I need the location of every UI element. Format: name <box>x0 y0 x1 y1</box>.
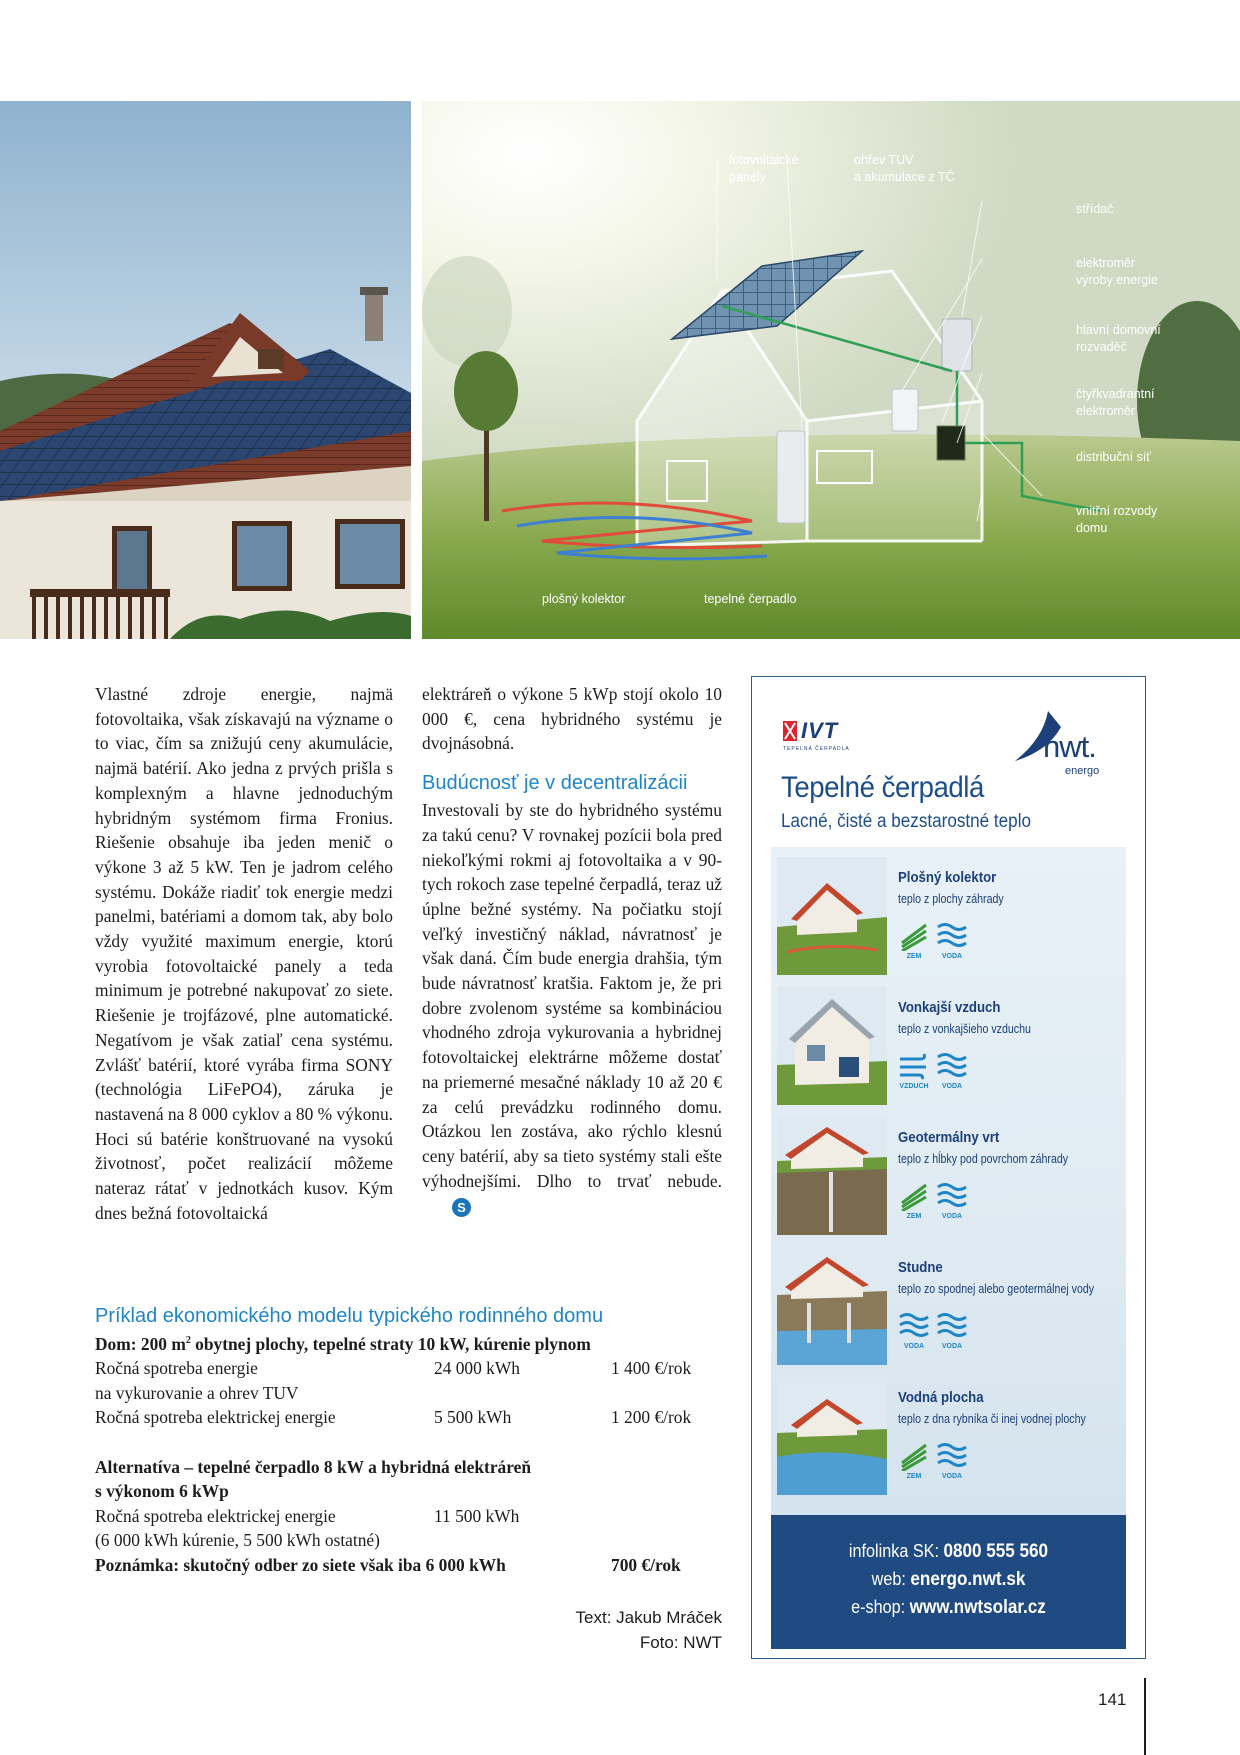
label-inverter: střídač <box>1076 202 1114 216</box>
label-switchboard-1: hlavní domovní <box>1076 323 1161 337</box>
earth-icon: ZEM <box>898 919 930 965</box>
eco-row-energy-label: Ročná spotreba energie <box>95 1358 258 1379</box>
advert-item-title: Vodná plocha <box>898 1389 984 1406</box>
advert-item-title: Plošný kolektor <box>898 869 997 886</box>
eco-row-electric-cost: 1 200 €/rok <box>611 1407 692 1428</box>
eco-row-alt-label: Ročná spotreba elektrickej energie <box>95 1505 336 1526</box>
advert-items <box>771 847 1126 1515</box>
advert-item <box>771 1371 1126 1501</box>
house-well-icon <box>777 1247 887 1365</box>
advert-item <box>771 851 1126 981</box>
label-four-quadrant-2: elektroměr <box>1076 404 1136 418</box>
label-tuv-2: a akumulace z TČ <box>854 170 955 184</box>
water-icon: VODA <box>936 1309 968 1355</box>
eco-row-electric-kwh: 5 500 kWh <box>434 1407 512 1428</box>
advert-inner <box>771 687 1126 1649</box>
advert-item-sub: teplo z plochy záhrady <box>898 892 1004 906</box>
water-icon: VODA <box>936 1439 968 1485</box>
sup-two: 2 <box>185 1335 191 1346</box>
water-icon: VODA <box>936 1179 968 1225</box>
advert-title: Tepelné čerpadlá <box>781 771 984 804</box>
eco-row-energy <box>95 1356 725 1381</box>
nwt-brand: nwt. <box>1043 729 1096 764</box>
air-icon: VZDUCH <box>898 1049 930 1095</box>
label-internal-1: vnitřní rozvody <box>1076 504 1158 518</box>
economic-model-title: Príklad ekonomického modelu typického rodinného domu <box>95 1305 604 1327</box>
article-column-2 <box>422 682 722 1218</box>
advert-subtitle: Lacné, čisté a bezstarostné teplo <box>781 811 1032 832</box>
label-panels-2: panely <box>729 170 766 184</box>
house-pond-icon <box>777 1377 887 1495</box>
article-paragraph-2: elektráreň o výkone 5 kWp stojí okolo 10 000 €, cena hybridného systému je dvojnásobná. <box>422 684 722 754</box>
nwt-heat-pump-advert <box>751 676 1146 1659</box>
ivt-brand: IVT <box>801 718 839 743</box>
earth-icon: ZEM <box>898 1179 930 1225</box>
svg-text:fotovoltaické <box>729 153 799 167</box>
house-solar-roof-photo <box>0 101 411 639</box>
advert-item-sub: teplo z vonkajšieho vzduchu <box>898 1022 1031 1036</box>
water-icon: VODA <box>936 1049 968 1095</box>
end-mark-icon: S <box>452 1198 471 1217</box>
page-number-rule <box>1144 1678 1146 1755</box>
ivt-tagline: TEPELNÁ ČERPADLA <box>783 746 850 752</box>
label-four-quadrant-1: čtyřkvadrantní <box>1076 387 1155 401</box>
eco-row-energy-kwh: 24 000 kWh <box>434 1358 520 1379</box>
svg-text:domu <box>1076 521 1107 535</box>
article-paragraph-3-text: Investovali by ste do hybridného systému za takú cenu? V rovnakej pozícii bola pred niekoľkými rokmi aj fotovoltaika a v 90-tych rokoch zase tepelné čerpadlá, teraz už úplne bežné systémy. Na počiatku stojí veľký investičný náklad, návratnosť je však daná. Čím bude energia drahšia, tým bude návratnosť kratšia. Faktom je, že pri dobre zvolenom systéme sa kombináciou vhodného zdroja vykurovania a hybridnej fotovoltaickej elektrárne môžeme dostať na priemerné mesačné náklady 10 až 20 € za celú prevádzku rodinného domu. Otázkou len zostáva, ako rýchlo klesnú ceny batérií, aby sa tieto systémy stali ešte výhodnejšími. Dlho to trvať nebude. <box>422 800 722 1191</box>
svg-text:čtyřkvadrantní <box>1076 387 1155 401</box>
label-meter-2: výroby energie <box>1076 273 1158 287</box>
article-paragraph-1: Vlastné zdroje energie, najmä fotovoltaika, však získavajú na význame o to viac, čím sa znižujú ceny akumulácie, najmä batérií. Ako jedna z prvých prišla s komplexným a hlavne jednoduchým hybridným systémom firma Fronius. Riešenie obsahuje iba jeden menič o výkone 3 až 5 kW. Ten je jadrom celého systému. Dokáže riadiť tok energie medzi panelmi, batériami a domom tak, aby bolo vždy využité maximum energie, ktorú vyrobia fotovoltaické panely a teda minimum je potrebné nakupovať zo siete. Riešenie je trojfázové, plne automatické. Negatívom je však zatiaľ cena systému. Zvlášť batérií, ktoré vyrába firma SONY (technológia LiFePO4), záruka je nastavená na 8 000 cyklov a 80 % výkonu. Hoci sú batérie konštruované na vysokú životnosť, počet realizácií môžeme nateraz rátať v jednotkách kusov. Kým dnes bežná fotovoltaická <box>95 684 393 1223</box>
advert-item-sub: teplo z hĺbky pod povrchom záhrady <box>898 1152 1069 1166</box>
house-ground-collector-icon <box>777 857 887 975</box>
svg-text:a akumulace z TČ <box>854 169 955 184</box>
eco-row-energy-cost: 1 400 €/rok <box>611 1358 692 1379</box>
alternative-line-1: Alternatíva – tepelné čerpadlo 8 kW a hybridná elektráreň <box>95 1456 532 1477</box>
article-column-1 <box>95 682 393 1225</box>
section-subheading: Budúcnosť je v decentralizácii <box>422 772 688 795</box>
water-icon: VODA <box>898 1309 930 1355</box>
label-collector: plošný kolektor <box>542 592 626 606</box>
eshop-link[interactable]: www.nwtsolar.cz <box>909 1597 1046 1618</box>
eco-note-row <box>95 1553 725 1578</box>
alternative-line-2: s výkonom 6 kWp <box>95 1481 229 1502</box>
label-grid: distribuční síť <box>1076 450 1151 464</box>
hotline-line: infolinka SK: 0800 555 560 <box>848 1541 1049 1562</box>
credit-text: Text: Jakub Mráček <box>575 1608 722 1627</box>
svg-text:elektroměr <box>1076 256 1135 270</box>
svg-text:plošný kolektor <box>542 592 625 606</box>
svg-text:panely <box>729 170 767 184</box>
label-internal-2: domu <box>1076 521 1108 535</box>
advert-item-title: Vonkajší vzduch <box>898 999 1001 1016</box>
svg-text:rozvaděč <box>1076 340 1127 354</box>
eco-row-electric-label: Ročná spotreba elektrickej energie <box>95 1407 336 1428</box>
advert-item <box>771 1111 1126 1241</box>
label-switchboard-2: rozvaděč <box>1076 340 1127 354</box>
article-paragraph-3 <box>422 798 722 1218</box>
eco-row-alt-kwh: 11 500 kWh <box>434 1505 520 1526</box>
svg-text:výroby energie <box>1076 273 1158 287</box>
label-meter-1: elektroměr <box>1076 256 1136 270</box>
svg-text:tepelné čerpadlo <box>704 592 796 606</box>
nwt-tagline: energo <box>1065 765 1100 777</box>
svg-text:distribuční síť <box>1076 450 1151 464</box>
eshop-line: e-shop: www.nwtsolar.cz <box>851 1597 1046 1618</box>
hotline-number: 0800 555 560 <box>943 1541 1049 1562</box>
hybrid-system-diagram <box>422 101 1240 639</box>
economic-model-box <box>95 1303 725 1577</box>
label-panels-1: fotovoltaické <box>729 153 799 167</box>
advert-item-sub: teplo z dna rybníka či inej vodnej plochy <box>898 1412 1086 1426</box>
svg-text:vnitřní rozvody <box>1076 504 1158 518</box>
eco-row-energy-cont: na vykurovanie a ohrev TUV <box>95 1382 299 1403</box>
water-icon: VODA <box>936 919 968 965</box>
house-description: Dom: 200 $m^2$ obytnej plochy, tepelné straty 10 kW, kúrenie plynom <box>95 1333 591 1354</box>
advert-item <box>771 1241 1126 1371</box>
advert-contact-footer <box>771 1515 1126 1649</box>
credits <box>576 1605 722 1655</box>
advert-item-title: Geotermálny vrt <box>898 1129 1000 1146</box>
advert-header <box>771 687 1126 847</box>
web-link[interactable]: energo.nwt.sk <box>910 1569 1026 1590</box>
label-tuv-1: ohřev TUV <box>854 153 914 167</box>
svg-text:elektroměr <box>1076 404 1135 418</box>
advert-item <box>771 981 1126 1111</box>
svg-text:ohřev TUV <box>854 153 914 167</box>
eco-row-alt-cont: (6 000 kWh kúrenie, 5 500 kWh ostatné) <box>95 1530 380 1551</box>
svg-text:střídač <box>1076 202 1114 216</box>
page-number: 141 <box>1098 1690 1127 1709</box>
eco-note: Poznámka: skutočný odber zo siete však iba 6 000 kWh <box>95 1554 506 1575</box>
eco-note-cost: 700 €/rok <box>611 1554 681 1575</box>
eco-row-electric <box>95 1405 725 1430</box>
advert-item-sub: teplo zo spodnej alebo geotermálnej vody <box>898 1282 1095 1296</box>
eco-row-alt-electric <box>95 1504 725 1529</box>
earth-icon: ZEM <box>898 1439 930 1485</box>
web-line: web: energo.nwt.sk <box>871 1569 1026 1590</box>
house-geothermal-icon <box>777 1117 887 1235</box>
svg-text:hlavní domovní <box>1076 323 1161 337</box>
label-heat-pump: tepelné čerpadlo <box>704 592 797 606</box>
advert-item-title: Studne <box>898 1259 943 1276</box>
credit-photo: Foto: NWT <box>639 1633 722 1652</box>
house-air-source-icon <box>777 987 887 1105</box>
